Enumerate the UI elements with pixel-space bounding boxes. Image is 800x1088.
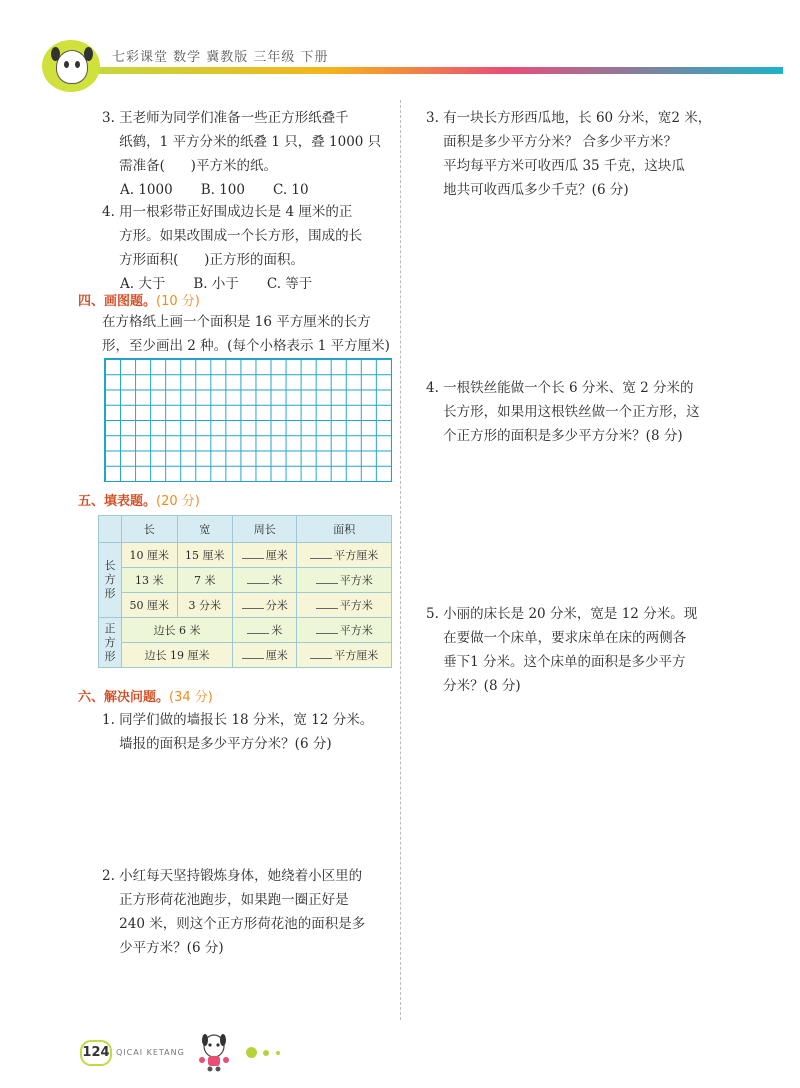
problem-1 — [102, 708, 400, 756]
question-4-option-a: A. 大于 — [120, 276, 166, 292]
problem-4 — [426, 376, 746, 448]
question-4-text: 4. 用一根彩带正好围成边长是 4 厘米的正 方形。如果改围成一个长方形，围成的长 方形面积( )正方形的面积。 — [102, 204, 363, 268]
section-5-heading — [78, 490, 200, 509]
table-unit: 分米 — [265, 599, 288, 612]
table-cell-blank[interactable] — [233, 543, 297, 568]
problem-5 — [426, 602, 746, 698]
problem-1-text: 1. 同学们做的墙报长 18 分米，宽 12 分米。 墙报的面积是多少平方分米？(6 分) — [102, 712, 374, 752]
table-unit: 厘米 — [265, 549, 288, 562]
table-row — [99, 593, 392, 618]
table-cell-blank[interactable] — [297, 543, 392, 568]
table-header-length: 长 — [122, 516, 178, 543]
table-unit: 平方米 — [339, 624, 373, 637]
table-row — [99, 643, 392, 668]
page-number: 124 — [80, 1040, 112, 1066]
section-4-points: (10 分) — [156, 294, 200, 309]
table-cell-blank[interactable] — [297, 643, 392, 668]
question-3 — [102, 106, 397, 202]
table-unit: 平方米 — [339, 599, 373, 612]
table-group-square-label: 正方形 — [104, 621, 116, 663]
question-3-option-a: A. 1000 — [120, 182, 173, 198]
table-unit: 米 — [271, 624, 283, 637]
section-6-heading — [78, 686, 213, 705]
problem-2-text: 2. 小红每天坚持锻炼身体，她绕着小区里的 正方形荷花池跑步，如果跑一圈正好是 240 米，则这个正方形荷花池的面积是多 少平方米？(6 分) — [102, 868, 366, 956]
table-cell: 15 厘米 — [177, 543, 233, 568]
table-corner — [99, 516, 122, 543]
header-color-bar — [88, 67, 783, 74]
table-row — [99, 568, 392, 593]
table-header-width: 宽 — [177, 516, 233, 543]
decor-dot — [276, 1051, 280, 1055]
question-4-option-c: C. 等于 — [266, 276, 313, 292]
table-group-rectangle — [99, 543, 122, 618]
table-cell: 10 厘米 — [122, 543, 178, 568]
section-5-points: (20 分) — [156, 494, 200, 509]
table-unit: 厘米 — [265, 649, 288, 662]
decor-dot — [246, 1047, 257, 1058]
question-4 — [102, 200, 397, 296]
header-title: 七彩课堂 数学 冀教版 三年级 下册 — [112, 50, 329, 65]
table-cell: 13 米 — [122, 568, 178, 593]
problem-3-text: 3. 有一块长方形西瓜地，长 60 分米，宽2 米， 面积是多少平方分米？ 合多少平方米？ 平均每平方米可收西瓜 35 千克，这块瓜 地共可收西瓜多少千克？(6 分) — [426, 110, 712, 198]
table-cell: 3 分米 — [177, 593, 233, 618]
table-group-square — [99, 618, 122, 668]
decor-dot — [263, 1050, 269, 1056]
table-cell-blank[interactable] — [297, 618, 392, 643]
section-5-title: 五、填表题。 — [78, 494, 157, 509]
table-row — [99, 543, 392, 568]
table-cell-blank[interactable] — [233, 568, 297, 593]
table-cell: 边长 19 厘米 — [122, 643, 233, 668]
table-cell-blank[interactable] — [297, 568, 392, 593]
fill-in-table — [98, 515, 392, 668]
table-group-rectangle-label: 长方形 — [104, 559, 116, 600]
table-cell-blank[interactable] — [233, 643, 297, 668]
table-header-perimeter: 周长 — [233, 516, 297, 543]
footer-label: QICAI KETANG — [116, 1048, 185, 1057]
square-grid-paper — [104, 358, 392, 482]
section-6-points: (34 分) — [169, 690, 213, 705]
table-cell-blank[interactable] — [297, 593, 392, 618]
problem-4-text: 4. 一根铁丝能做一个长 6 分米、宽 2 分米的 长方形，如果用这根铁丝做一个正方形，这 个正方形的面积是多少平方分米？(8 分) — [426, 380, 700, 444]
question-3-option-b: B. 100 — [200, 182, 245, 198]
question-3-text: 3. 王老师为同学们准备一些正方形纸叠千 纸鹤，1 平方分米的纸叠 1 只，叠 1000 只 需准备( )平方米的纸。 — [102, 110, 382, 174]
section-4-heading — [78, 290, 200, 309]
table-row — [99, 618, 392, 643]
question-4-option-b: B. 小于 — [193, 276, 239, 292]
column-divider — [400, 100, 401, 1020]
mascot-dog-icon — [196, 1032, 232, 1072]
table-unit: 平方米 — [339, 574, 373, 587]
table-cell-blank[interactable] — [233, 618, 297, 643]
section-4-text: 在方格纸上画一个面积是 16 平方厘米的长方 形，至少画出 2 种。(每个小格表示 1 平方厘米) — [102, 314, 390, 354]
table-cell-blank[interactable] — [233, 593, 297, 618]
section-4-instruction — [102, 310, 397, 358]
question-3-option-c: C. 10 — [272, 182, 309, 198]
problem-5-text: 5. 小丽的床长是 20 分米，宽是 12 分米。现 在要做一个床单，要求床单在床的两侧各 垂下1 分米。这个床单的面积是多少平方 分米？(8 分) — [426, 606, 698, 694]
table-cell: 50 厘米 — [122, 593, 178, 618]
section-4-title: 四、画图题。 — [78, 294, 157, 309]
table-unit: 平方厘米 — [334, 649, 379, 662]
mascot-logo-icon — [42, 40, 100, 92]
problem-2 — [102, 864, 400, 960]
table-header-area: 面积 — [297, 516, 392, 543]
table-unit: 平方厘米 — [334, 549, 379, 562]
table-unit: 米 — [271, 574, 283, 587]
section-6-title: 六、解决问题。 — [78, 690, 170, 705]
table-cell: 7 米 — [177, 568, 233, 593]
table-header-row — [99, 516, 392, 543]
problem-3 — [426, 106, 746, 202]
table-cell: 边长 6 米 — [122, 618, 233, 643]
